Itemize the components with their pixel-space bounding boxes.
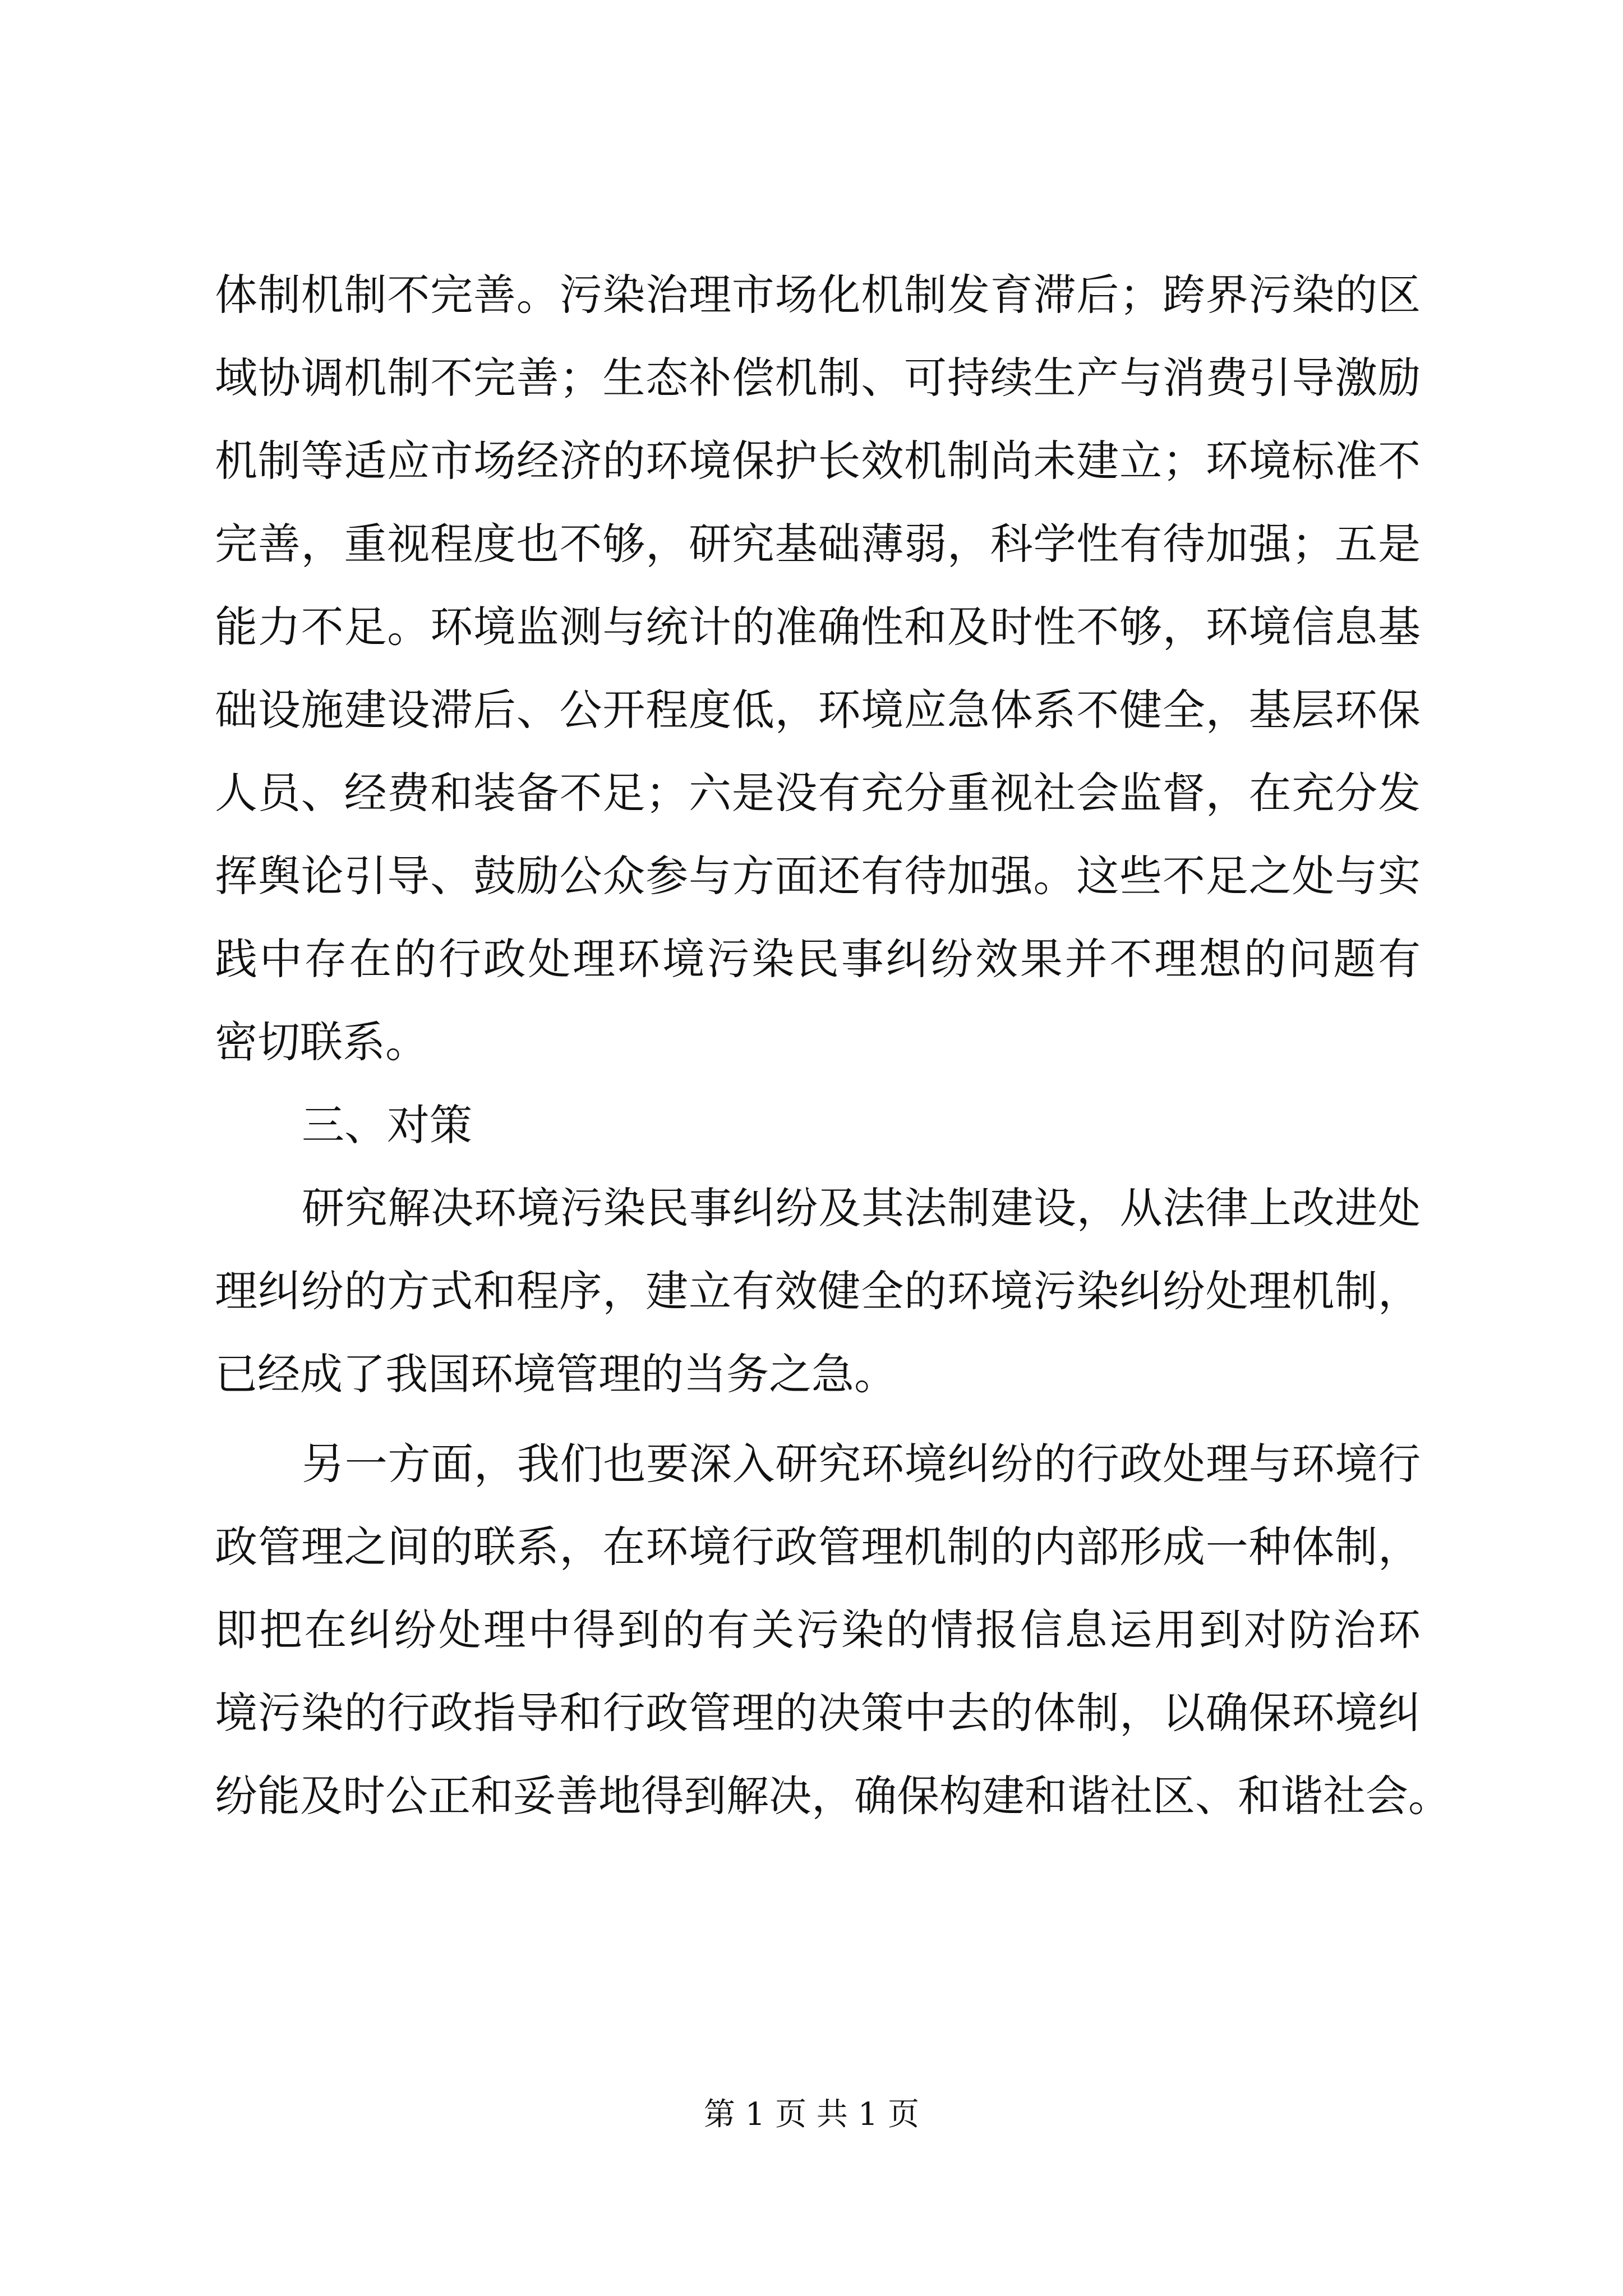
text-line: 境污染的行政指导和行政管理的决策中去的体制，以确保环境纠 [215, 1688, 1421, 1738]
text-line: 机制等适应市场经济的环境保护长效机制尚未建立；环境标准不 [215, 436, 1421, 486]
document-body [215, 254, 1451, 1838]
text-line: 践中存在的行政处理环境污染民事纠纷效果并不理想的问题有 [215, 934, 1421, 984]
text-line: 另一方面，我们也要深入研究环境纠纷的行政处理与环境行 [302, 1439, 1421, 1489]
text-line: 已经成了我国环境管理的当务之急。 [215, 1349, 897, 1399]
text-line: 理纠纷的方式和程序，建立有效健全的环境污染纠纷处理机制， [215, 1266, 1421, 1316]
paragraph-1 [215, 254, 1421, 1084]
text-line: 体制机制不完善。污染治理市场化机制发育滞后；跨界污染的区 [215, 270, 1421, 320]
text-line: 能力不足。环境监测与统计的准确性和及时性不够，环境信息基 [215, 602, 1421, 652]
text-line: 人员、经费和装备不足；六是没有充分重视社会监督，在充分发 [215, 768, 1421, 818]
text-line: 完善，重视程度也不够，研究基础薄弱，科学性有待加强；五是 [215, 519, 1421, 569]
text-line: 础设施建设滞后、公开程度低，环境应急体系不健全，基层环保 [215, 685, 1421, 735]
text-line: 挥舆论引导、鼓励公众参与方面还有待加强。这些不足之处与实 [215, 851, 1421, 901]
text-line: 研究解决环境污染民事纠纷及其法制建设，从法律上改进处 [302, 1183, 1421, 1233]
page-footer [0, 2092, 1623, 2137]
text-line: 即把在纠纷处理中得到的有关污染的情报信息运用到对防治环 [215, 1605, 1421, 1655]
paragraph-2 [215, 1167, 1421, 1416]
page-number: 第 1 页 共 1 页 [703, 2096, 920, 2133]
section-heading: 三、对策 [302, 1100, 472, 1150]
text-line: 域协调机制不完善；生态补偿机制、可持续生产与消费引导激励 [215, 353, 1421, 403]
text-line: 密切联系。 [215, 1017, 428, 1067]
paragraph-3 [215, 1423, 1451, 1838]
text-line: 政管理之间的联系，在环境行政管理机制的内部形成一种体制， [215, 1522, 1421, 1572]
text-line: 纷能及时公正和妥善地得到解决，确保构建和谐社区、和谐社会。 [215, 1771, 1451, 1821]
